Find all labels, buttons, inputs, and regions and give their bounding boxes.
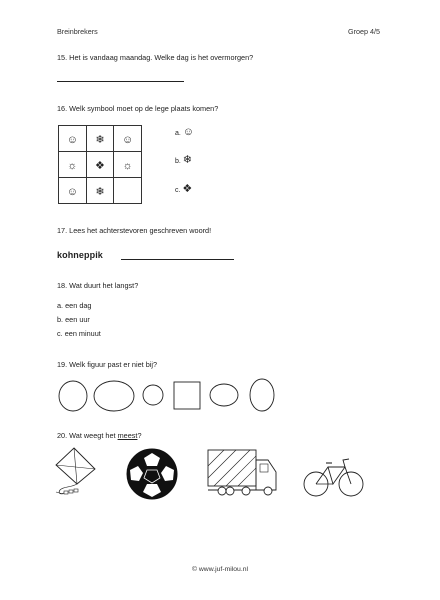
- option-a-label: a.: [175, 130, 181, 137]
- header-group: Groep 4/5: [348, 27, 380, 36]
- question-17: 17. Lees het achterstevoren geschreven woord!: [57, 226, 212, 235]
- question-15: 15. Het is vandaag maandag. Welke dag is het overmorgen?: [57, 53, 254, 62]
- sun-icon: ☼: [122, 159, 133, 172]
- smiley-icon: ☺: [66, 133, 78, 146]
- option-b-label: b.: [175, 158, 181, 165]
- answer-option-a[interactable]: a. een dag: [57, 301, 92, 310]
- smiley-icon: ☺: [66, 185, 78, 198]
- footer-website[interactable]: © www.juf-milou.nl: [192, 566, 248, 573]
- question-20-emphasis: meest: [117, 431, 138, 440]
- sun-icon: ☼: [67, 159, 78, 172]
- answer-option-c[interactable]: c. een minuut: [57, 329, 101, 338]
- answer-option-b[interactable]: b. een uur: [57, 315, 90, 324]
- reversed-word: kohneppik: [57, 250, 103, 260]
- question-20-text: 20. Wat weegt het: [57, 431, 118, 440]
- four-diamond-icon: ❖: [182, 183, 193, 195]
- question-16: 16. Welk symbool moet op de lege plaats komen?: [57, 104, 219, 113]
- question-20-end: ?: [137, 431, 142, 440]
- snowflake-icon: ❄: [95, 185, 105, 198]
- smiley-icon: ☺: [182, 126, 195, 138]
- smiley-icon: ☺: [122, 133, 134, 146]
- four-diamond-icon: ❖: [95, 159, 105, 172]
- snowflake-icon: ❄: [95, 133, 105, 146]
- snowflake-icon: ❄: [182, 154, 193, 166]
- header-title: Breinbrekers: [57, 27, 98, 36]
- question-19: 19. Welk figuur past er niet bij?: [57, 360, 158, 369]
- question-18: 18. Wat duurt het langst?: [57, 281, 139, 290]
- option-c-label: c.: [175, 187, 181, 194]
